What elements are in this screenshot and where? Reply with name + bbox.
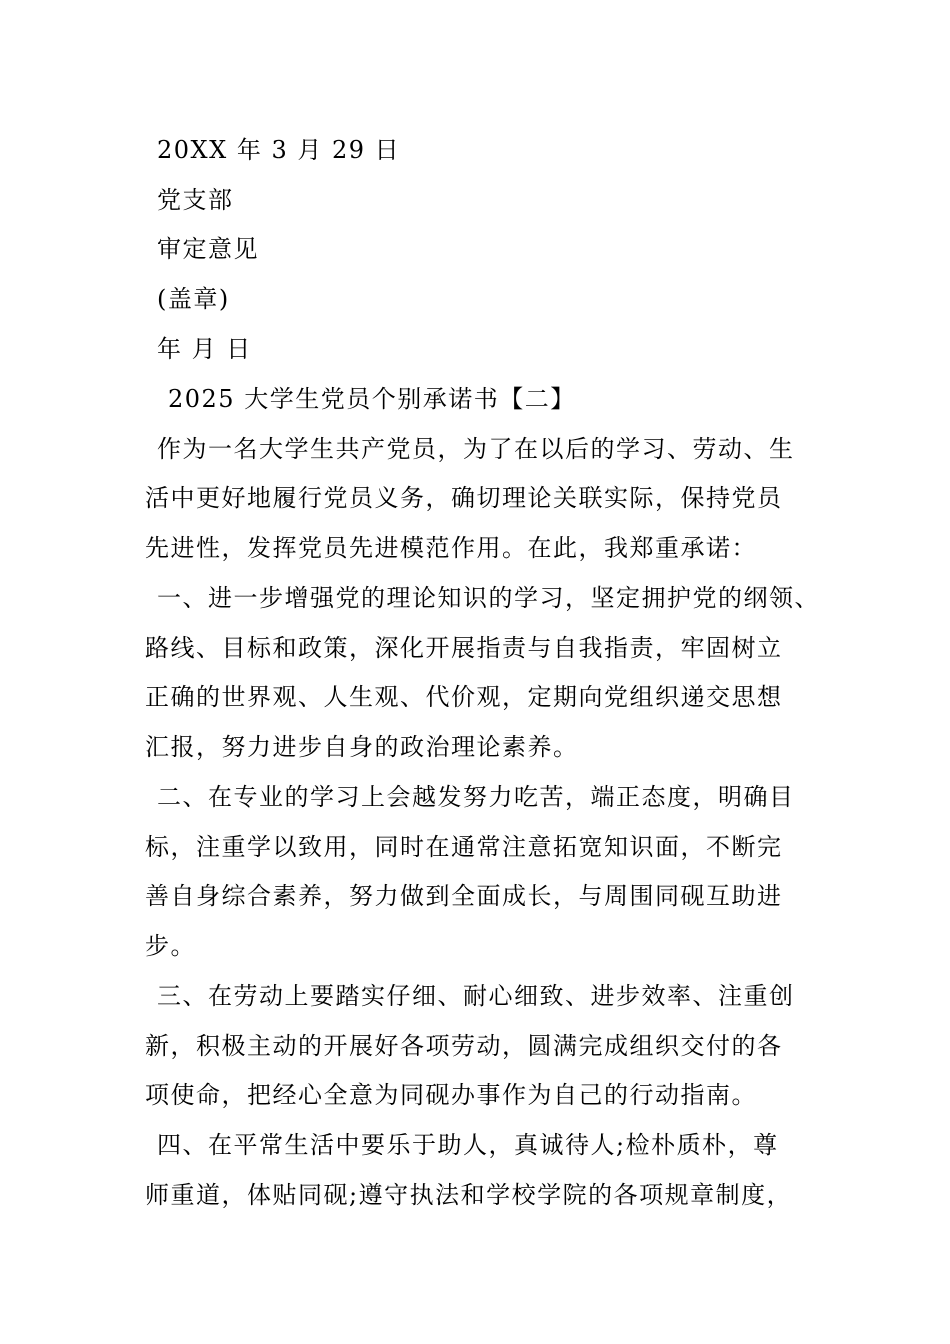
paragraph-line: 正确的世界观、人生观、代价观，定期向党组织递交思想 (145, 683, 783, 711)
paragraph-line: 步。 (145, 932, 196, 960)
paragraph-line: 一、进一步增强党的理论知识的学习，坚定拥护党的纲领、 (157, 584, 820, 612)
header-date: 20XX 年 3 月 29 日 (157, 136, 401, 164)
header-date-blank: 年 月 日 (157, 335, 252, 363)
paragraph-line: 二、在专业的学习上会越发努力吃苦，端正态度，明确目 (157, 783, 795, 811)
paragraph-line: 活中更好地履行党员义务，确切理论关联实际，保持党员 (145, 484, 783, 512)
header-seal: (盖章) (157, 285, 230, 313)
paragraph-line: 先进性，发挥党员先进模范作用。在此，我郑重承诺： (145, 534, 757, 562)
paragraph-line: 作为一名大学生共产党员，为了在以后的学习、劳动、生 (157, 435, 795, 463)
paragraph-line: 路线、目标和政策，深化开展指责与自我指责，牢固树立 (145, 634, 783, 662)
section-title: 2025 大学生党员个别承诺书【二】 (168, 385, 576, 413)
paragraph-line: 标，注重学以致用，同时在通常注意拓宽知识面，不断完 (145, 833, 783, 861)
header-review: 审定意见 (157, 235, 259, 263)
paragraph-line: 师重道，体贴同砚;遵守执法和学校学院的各项规章制度， (145, 1181, 793, 1209)
paragraph-line: 项使命，把经心全意为同砚办事作为自己的行动指南。 (145, 1081, 757, 1109)
header-branch: 党支部 (157, 186, 234, 214)
paragraph-line: 汇报，努力进步自身的政治理论素养。 (145, 733, 579, 761)
paragraph-line: 四、在平常生活中要乐于助人，真诚待人;检朴质朴，尊 (157, 1131, 779, 1159)
paragraph-line: 善自身综合素养，努力做到全面成长，与周围同砚互助进 (145, 882, 783, 910)
paragraph-line: 新，积极主动的开展好各项劳动，圆满完成组织交付的各 (145, 1032, 783, 1060)
paragraph-line: 三、在劳动上要踏实仔细、耐心细致、进步效率、注重创 (157, 982, 795, 1010)
